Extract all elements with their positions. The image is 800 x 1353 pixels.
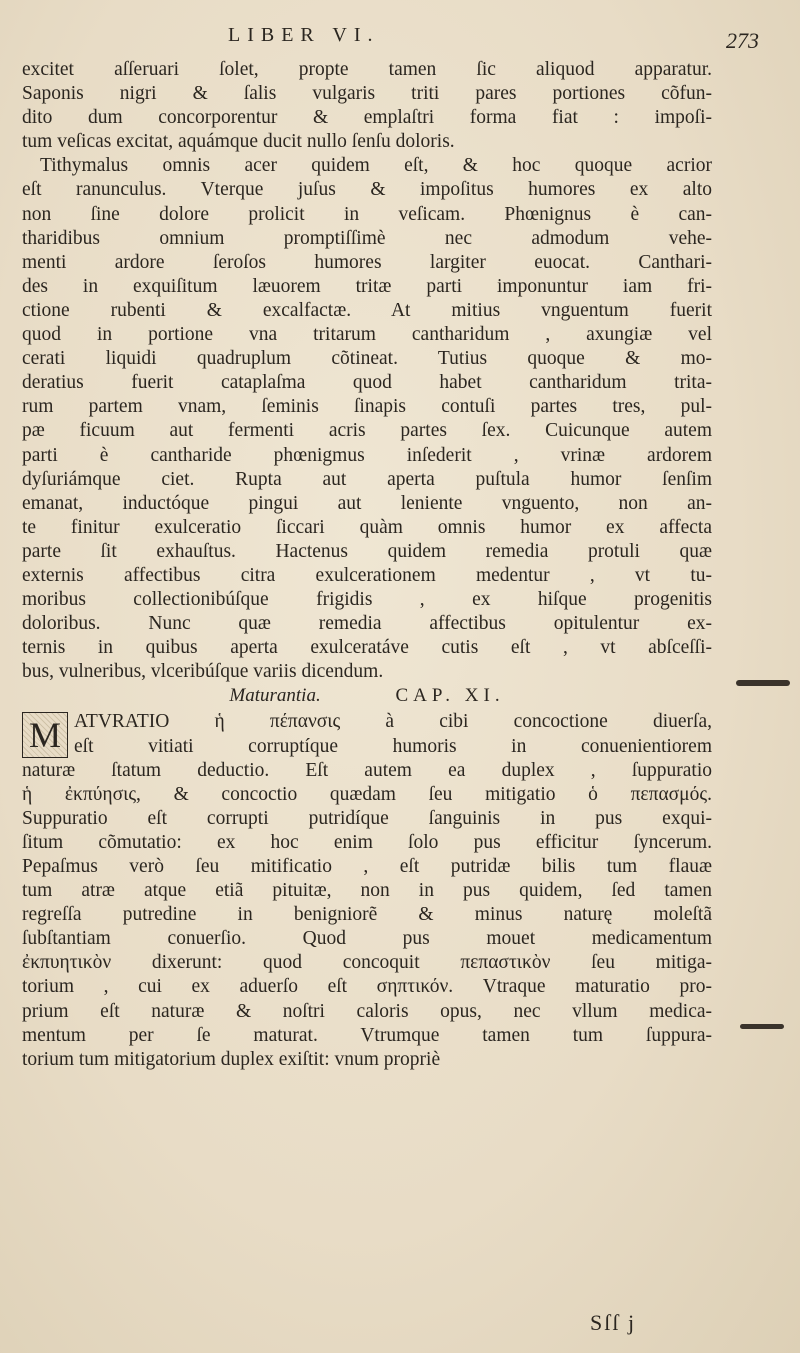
text-line: deratius fuerit cataplaſma quod habet cantharidum trita-: [22, 372, 712, 394]
text-line: ἡ ἐκπύησις, & concoctio quædam ſeu mitigatio ὁ πεπασμός.: [22, 783, 712, 805]
text-line: bus, vulneribus, vlceribúſque variis dicendum.: [22, 661, 384, 683]
chapter-number: CAP. XI.: [395, 685, 505, 707]
text-line: te finitur exulceratio ſiccari quàm omnis humor ex affecta: [22, 516, 712, 538]
text-line: tharidibus omnium promptiſſimè nec admodum vehe-: [22, 227, 712, 249]
text-line: parte ſit exhauſtus. Hactenus quidem remedia protuli quæ: [22, 540, 712, 562]
text-line: tum atræ atque etiã pituitæ, non in pus quidem, ſed tamen: [22, 880, 712, 902]
text-line: ternis in quibus aperta exulceratáve cutis eſt , vt abſceſſi-: [22, 637, 712, 659]
text-line: regreſſa putredine in benigniorẽ & minus naturę moleſtã: [22, 904, 712, 926]
text-line: eſt ranunculus. Vterque juſus & impoſitus humores ex alto: [22, 179, 712, 201]
text-line: rum partem vnam, ſeminis ſinapis contuſi partes tres, pul-: [22, 396, 712, 418]
text-line: tum veſicas excitat, aquámque ducit nullo ſenſu doloris.: [22, 131, 455, 153]
text-line: doloribus. Nunc quæ remedia affectibus opitulentur ex-: [22, 613, 712, 635]
text-line: mentum per ſe maturat. Vtrumque tamen tum ſuppura-: [22, 1024, 712, 1046]
text-line: menti ardore ſeroſos humores largiter euocat. Canthari-: [22, 251, 712, 273]
text-line: excitet aſſeruari ſolet, propte tamen ſic aliquod apparatur.: [22, 59, 712, 80]
text-line: ἐκπυητικὸν dixerunt: quod concoquit πεπαστικὸν ſeu mitiga-: [22, 952, 712, 974]
text-line: Tithymalus omnis acer quidem eſt, & hoc quoque acrior: [40, 155, 712, 177]
paragraph-block-vesicatoria: [22, 58, 712, 684]
page-header: [0, 22, 800, 62]
text-line: naturæ ſtatum deductio. Eſt autem ea duplex , ſuppuratio: [22, 759, 712, 781]
text-line: ctione rubenti & excalfactæ. At mitius vnguentum fuerit: [22, 299, 712, 321]
text-line: externis affectibus citra exulcerationem medentur , vt tu-: [22, 564, 712, 586]
margin-ornament: [740, 1024, 784, 1029]
text-line: emanat, inductóque pingui aut leniente vnguento, non an-: [22, 492, 712, 514]
running-head: LIBER VI.: [228, 24, 380, 46]
text-line: parti è cantharide phœnigmus inſederit , vrinæ ardorem: [22, 444, 712, 466]
text-line: quod in portione vna tritarum cantharidum , axungiæ vel: [22, 324, 712, 346]
text-line: Pepaſmus verò ſeu mitificatio , eſt putridæ bilis tum flauæ: [22, 856, 712, 877]
text-line: dyſuriámque ciet. Rupta aut aperta puſtula humor ſenſim: [22, 468, 712, 490]
text-line: torium tum mitigatorium duplex exiſtit: vnum propriè: [22, 1048, 441, 1070]
text-line: ATVRATIO ἡ πέπανσις à cibi concoctione diuerſa,: [74, 711, 712, 733]
margin-ornament: [736, 680, 790, 686]
text-line: ſubſtantiam conuerſio. Quod pus mouet medicamentum: [22, 928, 712, 950]
text-line: des in exquiſitum læuorem tritæ parti imponuntur iam fri-: [22, 275, 712, 297]
text-line: Suppuratio eſt corrupti putridíque ſanguinis in pus exqui-: [22, 807, 712, 829]
text-line: moribus collectionibúſque frigidis , ex hiſque progenitis: [22, 589, 712, 611]
chapter-heading: [22, 684, 712, 710]
signature-mark: Sſſ j: [590, 1310, 637, 1335]
text-line: eſt vitiati corruptíque humoris in conuenientiorem: [74, 735, 712, 757]
text-line: pæ ficuum aut fermenti acris partes ſex. Cuicunque autem: [22, 420, 712, 442]
body-text: [22, 58, 712, 1072]
decorated-initial: M: [22, 712, 68, 758]
text-line: prium eſt naturæ & noſtri caloris opus, nec vllum medica-: [22, 1000, 712, 1022]
chapter-title: Maturantia.: [229, 685, 321, 707]
text-line: ſitum cõmutatio: ex hoc enim ſolo pus efficitur ſyncerum.: [22, 831, 712, 853]
paragraph-block-maturantia: [22, 710, 712, 1071]
text-line: Saponis nigri & ſalis vulgaris triti pares portiones cõfun-: [22, 83, 712, 105]
text-line: cerati liquidi quadruplum cõtineat. Tutius quoque & mo-: [22, 348, 712, 370]
text-line: torium , cui ex aduerſo eſt σηπτικόν. Vtraque maturatio pro-: [22, 976, 712, 998]
text-line: dito dum concorporentur & emplaſtri forma fiat : impoſi-: [22, 107, 712, 129]
text-line: non ſine dolore prolicit in veſicam. Phœnignus è can-: [22, 203, 712, 225]
page-number: 273: [726, 28, 759, 53]
